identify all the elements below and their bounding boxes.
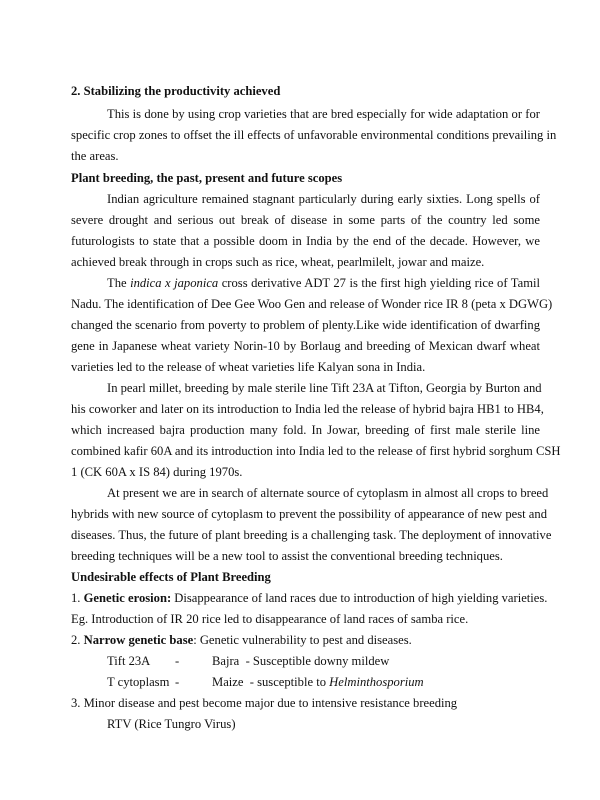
table-cell bbox=[212, 674, 424, 690]
paragraph-line: breeding techniques will be a new tool to assist the conventional breeding techniques. bbox=[71, 549, 503, 563]
italic-term: indica x japonica bbox=[130, 276, 219, 290]
section-heading: Undesirable effects of Plant Breeding bbox=[71, 570, 271, 584]
table-cell: Tift 23A bbox=[107, 654, 151, 668]
section-heading: Plant breeding, the past, present and future scopes bbox=[71, 171, 343, 185]
paragraph-line: which increased bajra production many fold. In Jowar, breeding of first male sterile line bbox=[71, 423, 540, 437]
table-row bbox=[71, 674, 540, 690]
paragraph-line: At present we are in search of alternate source of cytoplasm in almost all crops to breed bbox=[107, 486, 549, 500]
text-run: The bbox=[107, 276, 131, 290]
paragraph-line: hybrids with new source of cytoplasm to prevent the possibility of appearance of new pest and bbox=[71, 507, 547, 521]
section-heading: 2. Stabilizing the productivity achieved bbox=[71, 84, 281, 98]
paragraph-line: achieved break through in crops such as rice, wheat, pearlmilelt, jowar and maize. bbox=[71, 255, 485, 269]
paragraph-line: 1 (CK 60A x IS 84) during 1970s. bbox=[71, 465, 243, 479]
crop-name: Maize bbox=[212, 675, 244, 689]
list-item: 3. Minor disease and pest become major due to intensive resistance breeding bbox=[71, 696, 458, 710]
table-row bbox=[71, 653, 540, 669]
paragraph-line: diseases. Thus, the future of plant breeding is a challenging task. The deployment of innovative bbox=[71, 528, 552, 542]
paragraph-line: gene in Japanese wheat variety Norin-10 by Borlaug and breeding of Mexican dwarf wheat bbox=[71, 339, 540, 353]
list-item bbox=[71, 632, 412, 648]
paragraph-line: specific crop zones to offset the ill effects of unfavorable environmental conditions prevailing in bbox=[71, 128, 557, 142]
list-number: 1. bbox=[71, 591, 84, 605]
paragraph-line: This is done by using crop varieties that are bred especially for wide adaptation or for bbox=[107, 107, 540, 121]
example-line: RTV (Rice Tungro Virus) bbox=[107, 717, 236, 731]
paragraph-line: the areas. bbox=[71, 149, 119, 163]
paragraph-line: combined kafir 60A and its introduction into India led to the release of first hybrid sorghum CSH bbox=[71, 444, 561, 458]
paragraph-line: Nadu. The identification of Dee Gee Woo Gen and release of Wonder rice IR 8 (peta x DGWG) bbox=[71, 297, 553, 311]
paragraph-line: changed the scenario from poverty to problem of plenty.Like wide identification of dwarfing bbox=[71, 318, 540, 332]
paragraph-line: severe drought and serious out break of disease in some parts of the country led some bbox=[71, 213, 540, 227]
paragraph-line: In pearl millet, breeding by male sterile line Tift 23A at Tifton, Georgia by Burton and bbox=[107, 381, 542, 395]
effect-text: - Susceptible downy mildew bbox=[239, 654, 390, 668]
list-term: Genetic erosion: bbox=[83, 591, 172, 605]
paragraph-line bbox=[107, 275, 540, 291]
paragraph-line: Indian agriculture remained stagnant particularly during early sixties. Long spells of bbox=[107, 192, 540, 206]
table-cell: - bbox=[175, 654, 180, 668]
paragraph-line: varieties led to the release of wheat varieties life Kalyan sona in India. bbox=[71, 360, 426, 374]
text-run: : Genetic vulnerability to pest and diseases. bbox=[193, 633, 412, 647]
paragraph-line: his coworker and later on its introduction to India led the release of hybrid bajra HB1 to HB4, bbox=[71, 402, 544, 416]
table-cell: - bbox=[175, 675, 180, 689]
list-term: Narrow genetic base bbox=[83, 633, 194, 647]
list-item bbox=[71, 590, 548, 606]
text-run: cross derivative ADT 27 is the first high yielding rice of Tamil bbox=[218, 276, 541, 290]
crop-name: Bajra bbox=[212, 654, 240, 668]
paragraph-line: futurologists to state that a possible doom in India by the end of the decade. However, we bbox=[71, 234, 540, 248]
text-run: Disappearance of land races due to introduction of high yielding varieties. bbox=[171, 591, 548, 605]
table-cell: T cytoplasm bbox=[107, 675, 170, 689]
list-number: 2. bbox=[71, 633, 84, 647]
italic-term: Helminthosporium bbox=[329, 675, 424, 689]
paragraph-line: Eg. Introduction of IR 20 rice led to disappearance of land races of samba rice. bbox=[71, 612, 469, 626]
effect-text: - susceptible to bbox=[243, 675, 330, 689]
table-cell bbox=[212, 653, 389, 669]
